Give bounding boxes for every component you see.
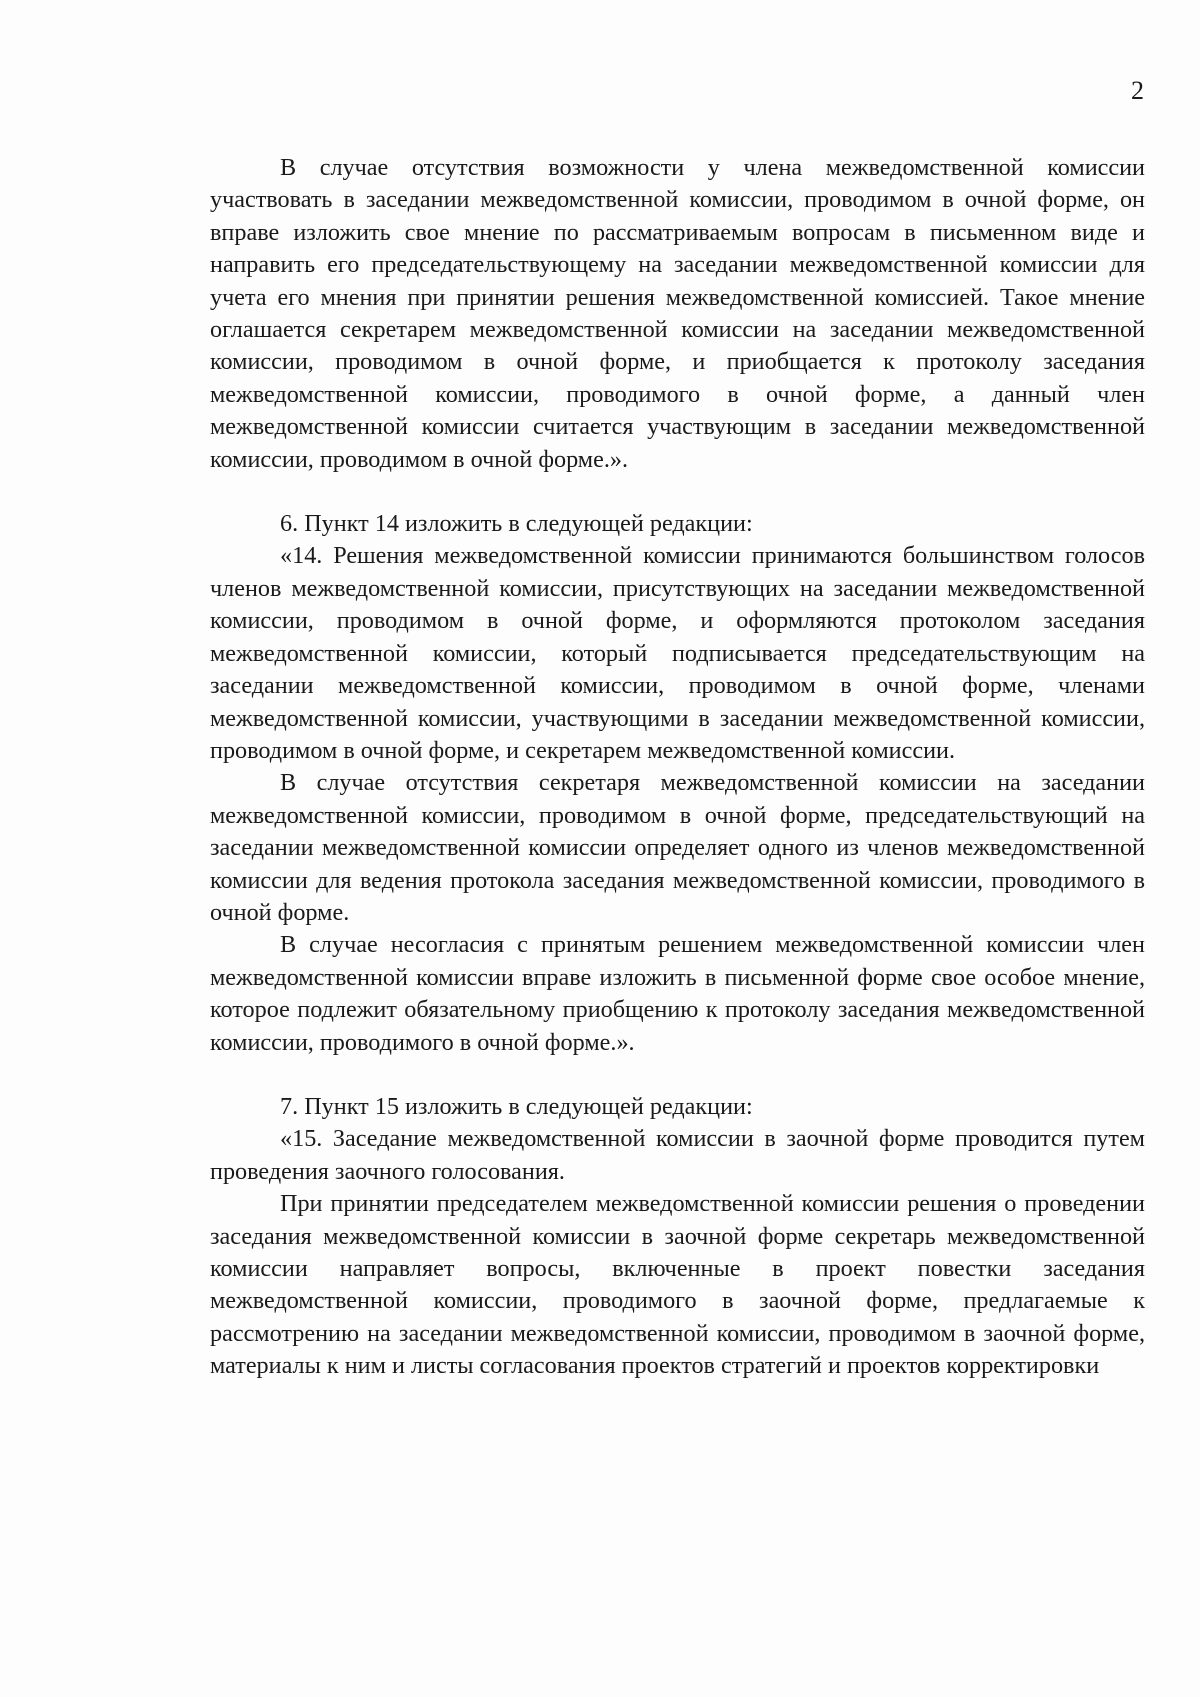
paragraph-item-14-decisions: «14. Решения межведомственной комиссии принимаются большинством голосов членов межведомственной комиссии, присутствующих на заседании межведомственной комиссии, проводимом в очной форме, и оформляются протоколом заседания межведомственной комиссии, который подписывается председательствующим на заседании межведомственной комиссии, проводимом в очной форме, членами межведомственной комиссии, участвующими в заседании межведомственной комиссии, проводимом в очной форме, и секретарем межведомственной комиссии. <box>210 542 1145 764</box>
paragraph-absent-member-opinion: В случае отсутствия возможности у члена межведомственной комиссии участвовать в заседании межведомственной комиссии, проводимом в очной форме, он вправе изложить свое мнение по рассматриваемым вопросам в письменном виде и направить его председательствующему на заседании межведомственной комиссии для учета его мнения при принятии решения межведомственной комиссией. Такое мнение оглашается секретарем межведомственной комиссии на заседании межведомственной комиссии, проводимом в очной форме, и приобщается к протоколу заседания межведомственной комиссии, проводимого в очной форме, а данный член межведомственной комиссии считается участвующим в заседании межведомственной комиссии, проводимом в очной форме.». <box>210 154 1145 473</box>
paragraph-item-7-heading: 7. Пункт 15 изложить в следующей редакции: <box>280 1092 753 1120</box>
document-body <box>210 152 1145 1383</box>
paragraph-dissenting-opinion: В случае несогласия с принятым решением межведомственной комиссии член межведомственной комиссии вправе изложить в письменной форме свое особое мнение, которое подлежит обязательному приобщению к протоколу заседания межведомственной комиссии, проводимого в очной форме.». <box>210 931 1145 1056</box>
paragraph-absent-secretary: В случае отсутствия секретаря межведомственной комиссии на заседании межведомственной комиссии, проводимом в очной форме, председательствующий на заседании межведомственной комиссии определяет одного из членов межведомственной комиссии для ведения протокола заседания межведомственной комиссии, проводимого в очной форме. <box>210 769 1145 926</box>
paragraph-item-6-heading: 6. Пункт 14 изложить в следующей редакции: <box>280 510 753 538</box>
page-number: 2 <box>1131 76 1144 105</box>
paragraph-absentee-procedure: При принятии председателем межведомственной комиссии решения о проведении заседания межведомственной комиссии в заочной форме секретарь межведомственной комиссии направляет вопросы, включенные в проект повестки заседания межведомственной комиссии, проводимого в заочной форме, предлагаемые к рассмотрению на заседании межведомственной комиссии, проводимом в заочной форме, материалы к ним и листы согласования проектов стратегий и проектов корректировки <box>210 1190 1145 1380</box>
paragraph-item-15-absentee-meeting: «15. Заседание межведомственной комиссии в заочной форме проводится путем проведения заочного голосования. <box>210 1125 1145 1185</box>
